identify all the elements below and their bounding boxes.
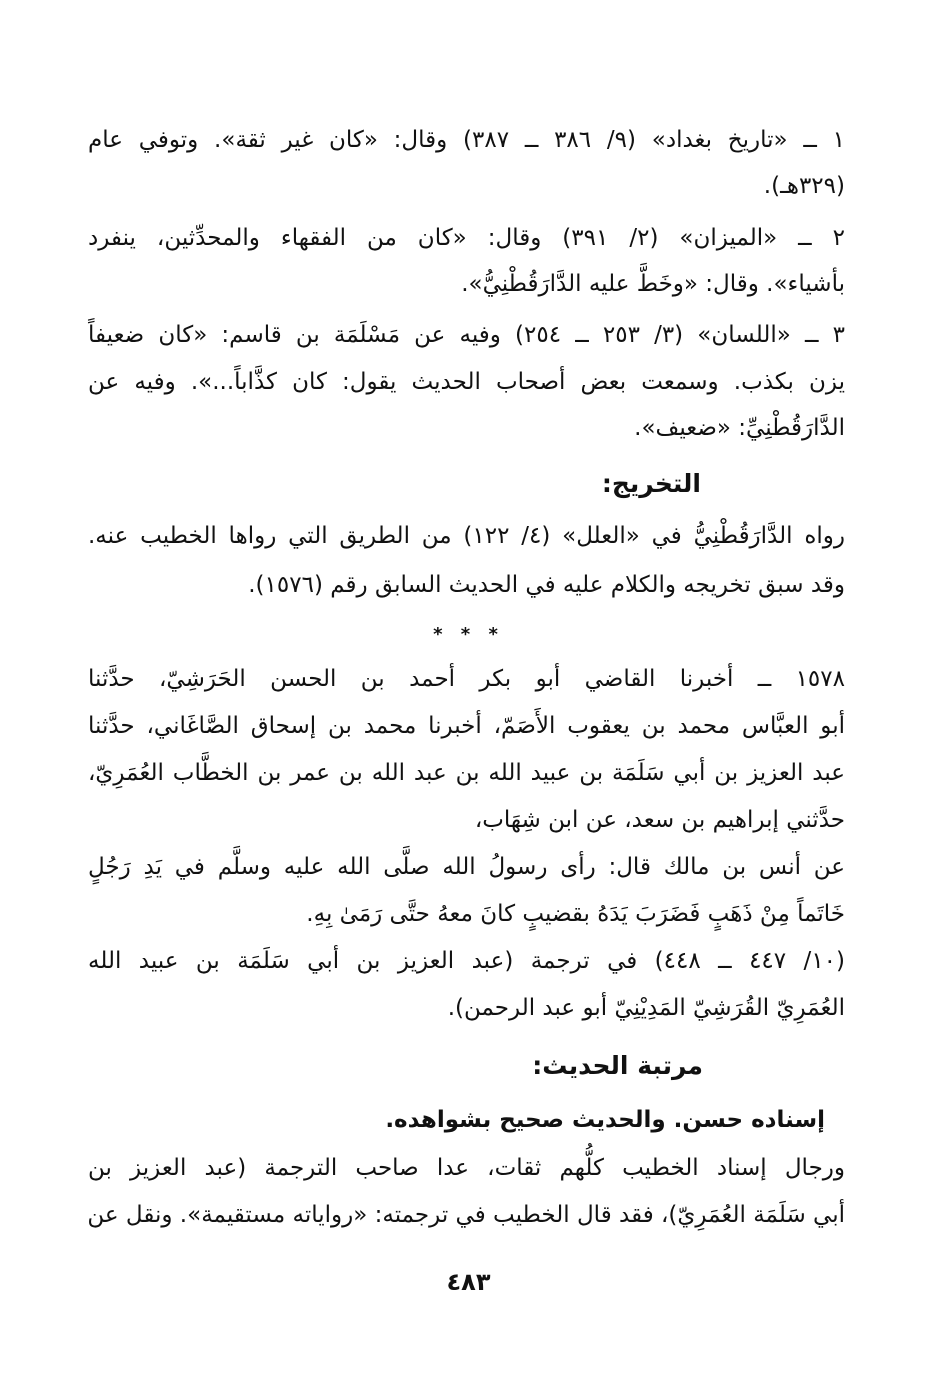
footnote-1-line-1: ١ ــ «تاريخ بغداد» (٩/ ٣٨٦ ــ ٣٨٧) وقال: «كان غير ثقة». وتوفي عام <box>88 127 845 153</box>
footnote-3-line-2: يزن بكذب. وسمعت بعض أصحاب الحديث يقول: كان كذَّاباً...». وفيه عن <box>88 369 845 395</box>
takhrij-line-1: رواه الدَّارَقُطْنِيُّ في «العلل» (٤/ ١٢٢) من الطريق التي رواها الخطيب عنه. <box>88 523 845 549</box>
rutba-line-2: أبي سَلَمَة العُمَرِيّ)، فقد قال الخطيب في ترجمته: «رواياته مستقيمة». ونقل عن <box>87 1202 845 1228</box>
hadith-source-line-2: العُمَرِيّ القُرَشِيّ المَدِيْنِيّ أبو عبد الرحمن). <box>447 995 845 1021</box>
footnote-3-line-1: ٣ ــ «اللسان» (٣/ ٢٥٣ ــ ٢٥٤) وفيه عن مَسْلَمَة بن قاسم: «كان ضعيفاً <box>88 322 845 348</box>
takhrij-line-2: وقد سبق تخريجه والكلام عليه في الحديث السابق رقم (١٥٧٦). <box>248 572 845 598</box>
section-separator: * * * <box>433 624 504 645</box>
footnote-1-line-2: (٣٢٩هـ). <box>763 173 845 199</box>
hadith-line-1: ١٥٧٨ ــ أخبرنا القاضي أبو بكر أحمد بن الحسن الحَرَشِيّ، حدَّثنا <box>88 666 845 692</box>
rutba-verdict: إسناده حسن. والحديث صحيح بشواهده. <box>385 1107 825 1133</box>
footnote-2-line-1: ٢ ــ «الميزان» (٢/ ٣٩١) وقال: «كان من الفقهاء والمحدِّثين، ينفرد <box>88 225 846 251</box>
hadith-line-3: عبد العزيز بن أبي سَلَمَة بن عبيد الله بن عبد الله بن عمر بن الخطَّاب العُمَرِيّ، <box>88 760 845 786</box>
rutba-line-1: ورجال إسناد الخطيب كلُّهم ثقات، عدا صاحب الترجمة (عبد العزيز بن <box>88 1155 845 1181</box>
footnote-2-line-2: بأشياء». وقال: «وخَطَّ عليه الدَّارَقُطْنِيُّ». <box>461 271 845 297</box>
rutba-heading: مرتبة الحديث: <box>532 1051 703 1080</box>
page-number: ٤٨٣ <box>446 1268 491 1296</box>
takhrij-heading: التخريج: <box>601 469 701 498</box>
hadith-line-2: أبو العبَّاس محمد بن يعقوب الأَصَمّ، أخبرنا محمد بن إسحاق الصَّاغَاني، حدَّثنا <box>88 713 845 739</box>
hadith-matn-line-2: خَاتَماً مِنْ ذَهَبٍ فَضَرَبَ يَدَهُ بقضيبٍ كانَ معهُ حتَّى رَمَىٰ بِهِ. <box>306 901 845 927</box>
hadith-matn-line-1: عن أنس بن مالك قال: رأى رسولُ الله صلَّى الله عليه وسلَّم في يَدِ رَجُلٍ <box>88 854 845 880</box>
hadith-source-line-1: (١٠/ ٤٤٧ ــ ٤٤٨) في ترجمة (عبد العزيز بن أبي سَلَمَة بن عبيد الله <box>88 948 846 974</box>
hadith-line-4: حدَّثني إبراهيم بن سعد، عن ابن شِهَاب، <box>474 807 845 833</box>
footnote-3-line-3: الدَّارَقُطْنِيِّ: «ضعيف». <box>634 415 845 441</box>
